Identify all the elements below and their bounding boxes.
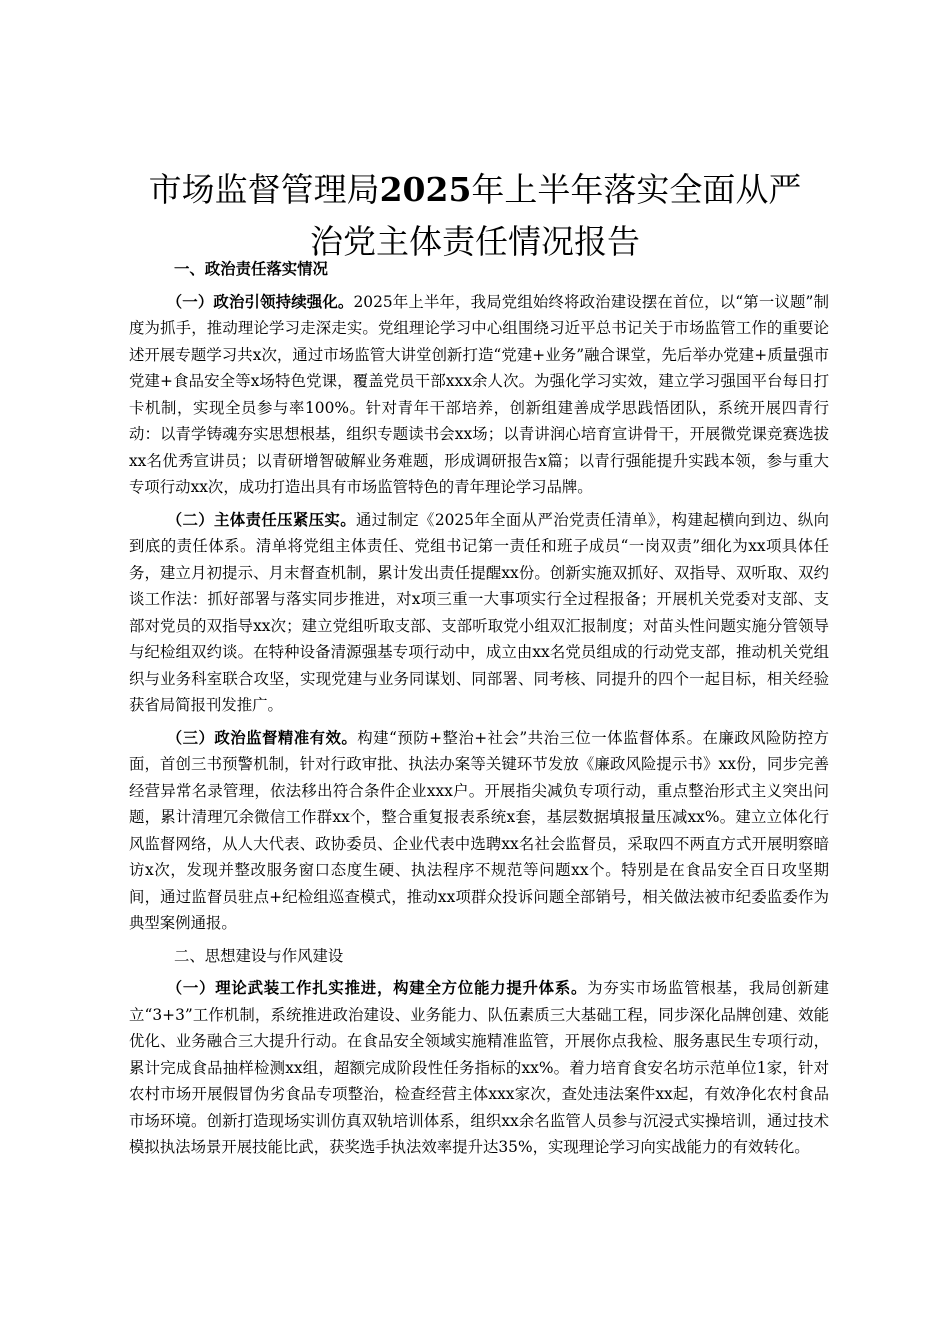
section-heading-1: 一、政治责任落实情况	[174, 260, 328, 278]
document-body	[129, 256, 829, 1167]
paragraph-text: 通过制定《2025年全面从严治党责任清单》，构建起横向到边、纵向到底的责任体系。清单将党组主体责任、党组书记第一责任和班子成员“一岗双责”细化为xx项具体任务，建立月初提示、月末督查机制，累计发出责任提醒xx份。创新实施双抓好、双指导、双听取、双约谈工作法：抓好部署与落实同步推进，对x项三重一大事项实行全过程报备；开展机关党委对支部、支部对党员的双指导xx次；建立党组听取支部、支部听取党小组双汇报制度；对苗头性问题实施分管领导与纪检组双约谈。在特种设备清源强基专项行动中，成立由xx名党员组成的行动党支部，推动机关党组织与业务科室联合攻坚，实现党建与业务同谋划、同部署、同考核、同提升的四个一起目标，相关经验获省局简报刊发推广。	[129, 510, 829, 714]
paragraph-lead: （三）政治监督精准有效。	[166, 728, 358, 747]
paragraph-lead: （一）政治引领持续强化。	[166, 292, 354, 311]
paragraph-text: 2025年上半年，我局党组始终将政治建设摆在首位，以“第一议题”制度为抓手，推动理论学习走深走实。党组理论学习中心组围绕习近平总书记关于市场监管工作的重要论述开展专题学习共x次，通过市场监管大讲堂创新打造“党建+业务”融合课堂，先后举办党建+质量强市党建+食品安全等x场特色党课，覆盖党员干部xxx余人次。为强化学习实效，建立学习强国平台每日打卡机制，实现全员参与率100%。针对青年干部培养，创新组建善成学思践悟团队，系统开展四青行动：以青学铸魂夯实思想根基，组织专题读书会xx场；以青讲润心培育宣讲骨干，开展微党课竞赛选拔xx名优秀宣讲员；以青研增智破解业务难题，形成调研报告x篇；以青行强能提升实践本领，参与重大专项行动xx次，成功打造出具有市场监管特色的青年理论学习品牌。	[129, 292, 829, 496]
paragraph-lead: （一）理论武装工作扎实推进，构建全方位能力提升体系。	[166, 979, 588, 997]
title-year: 2025	[379, 170, 472, 209]
paragraph-1-1	[129, 289, 829, 501]
paragraph-lead: （二）主体责任压紧压实。	[166, 510, 356, 529]
title-line1-post: 年上半年落实全面从严	[471, 170, 802, 209]
paragraph-2-1	[129, 975, 829, 1161]
document-title	[110, 164, 840, 268]
paragraph-text: 构建“预防+整治+社会”共治三位一体监督体系。在廉政风险防控方面，首创三书预警机制，针对行政审批、执法办案等关键环节发放《廉政风险提示书》xx份，同步完善经营异常名录管理，依法移出符合条件企业xxx户。开展指尖减负专项行动，重点整治形式主义突出问题，累计清理冗余微信工作群xx个，整合重复报表系统x套，基层数据填报量压减xx%。建立立体化行风监督网络，从人大代表、政协委员、企业代表中选聘xx名社会监督员，采取四不两直方式开展明察暗访x次，发现并整改服务窗口态度生硬、执法程序不规范等问题xx个。特别是在食品安全百日攻坚期间，通过监督员驻点+纪检组巡查模式，推动xx项群众投诉问题全部销号，相关做法被市纪委监委作为典型案例通报。	[129, 728, 829, 932]
title-line2: 治党主体责任情况报告	[310, 222, 640, 261]
paragraph-1-3	[129, 725, 829, 937]
section-heading-2: 二、思想建设与作风建设	[174, 946, 344, 965]
paragraph-text: 为夯实市场监管根基，我局创新建立“3+3”工作机制，系统推进政治建设、业务能力、队伍素质三大基础工程，同步深化品牌创建、效能优化、业务融合三大提升行动。在食品安全领域实施精准监管，开展你点我检、服务惠民生专项行动，累计完成食品抽样检测xx组，超额完成阶段性任务指标的xx%。着力培育食安名坊示范单位1家，针对农村市场开展假冒伪劣食品专项整治，检查经营主体xxx家次，查处违法案件xx起，有效净化农村食品市场环境。创新打造现场实训仿真双轨培训体系，组织xx余名监管人员参与沉浸式实操培训，通过技术模拟执法场景开展技能比武，获奖选手执法效率提升达35%，实现理论学习向实战能力的有效转化。	[129, 979, 829, 1156]
paragraph-1-2	[129, 507, 829, 719]
title-line1-pre: 市场监督管理局	[148, 170, 380, 209]
